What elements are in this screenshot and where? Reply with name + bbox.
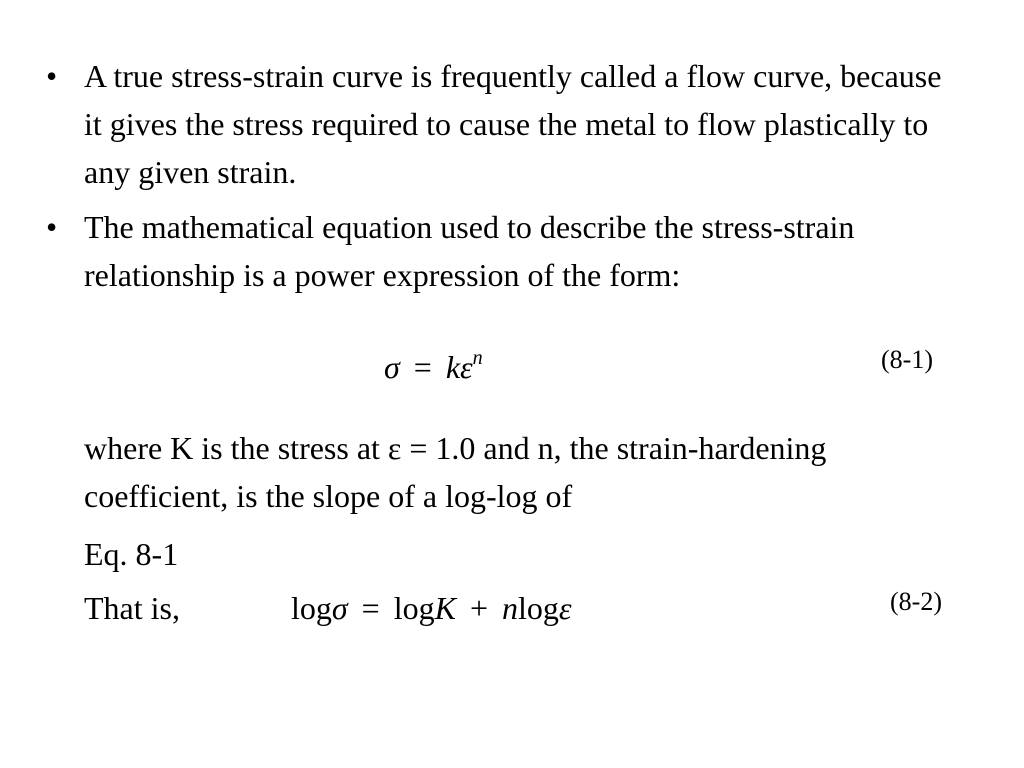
equation-number: (8-2) — [890, 587, 942, 616]
eq2-log: log — [518, 590, 559, 626]
eq2-K: K — [434, 590, 456, 626]
bullet-marker: • — [46, 209, 58, 245]
eq1-epsilon: ε — [460, 349, 473, 385]
equation-8-1 — [384, 338, 483, 387]
eq2-equals: = — [361, 590, 380, 626]
equation-number: (8-1) — [881, 345, 933, 374]
explanation-text: where K is the stress at ε = 1.0 and n, the strain-hardening coefficient, is the slope of a log-log of — [84, 430, 827, 514]
eq2-sigma: σ — [331, 590, 348, 626]
bullet-text: The mathematical equation used to describe the stress-strain relationship is a power expression of the form: — [84, 209, 855, 293]
eq2-epsilon: ε — [558, 590, 572, 626]
equation-8-2 — [291, 588, 572, 628]
eq1-sigma: σ — [384, 349, 400, 385]
bullet-text: A true stress-strain curve is frequently called a flow curve, because it gives the stress required to cause the metal to flow plastically to any given strain. — [84, 58, 942, 190]
eq1-exponent: n — [472, 347, 483, 369]
eq2-log: log — [291, 590, 332, 626]
eq1-equals: = — [413, 349, 432, 385]
eq2-plus: + — [469, 590, 488, 626]
eq-reference: Eq. 8-1 — [84, 536, 179, 572]
eq1-k: k — [445, 349, 461, 385]
bullet-marker: • — [46, 58, 58, 94]
eq2-log: log — [393, 590, 435, 626]
that-is-label: That is, — [84, 590, 180, 626]
eq2-n: n — [502, 590, 518, 626]
